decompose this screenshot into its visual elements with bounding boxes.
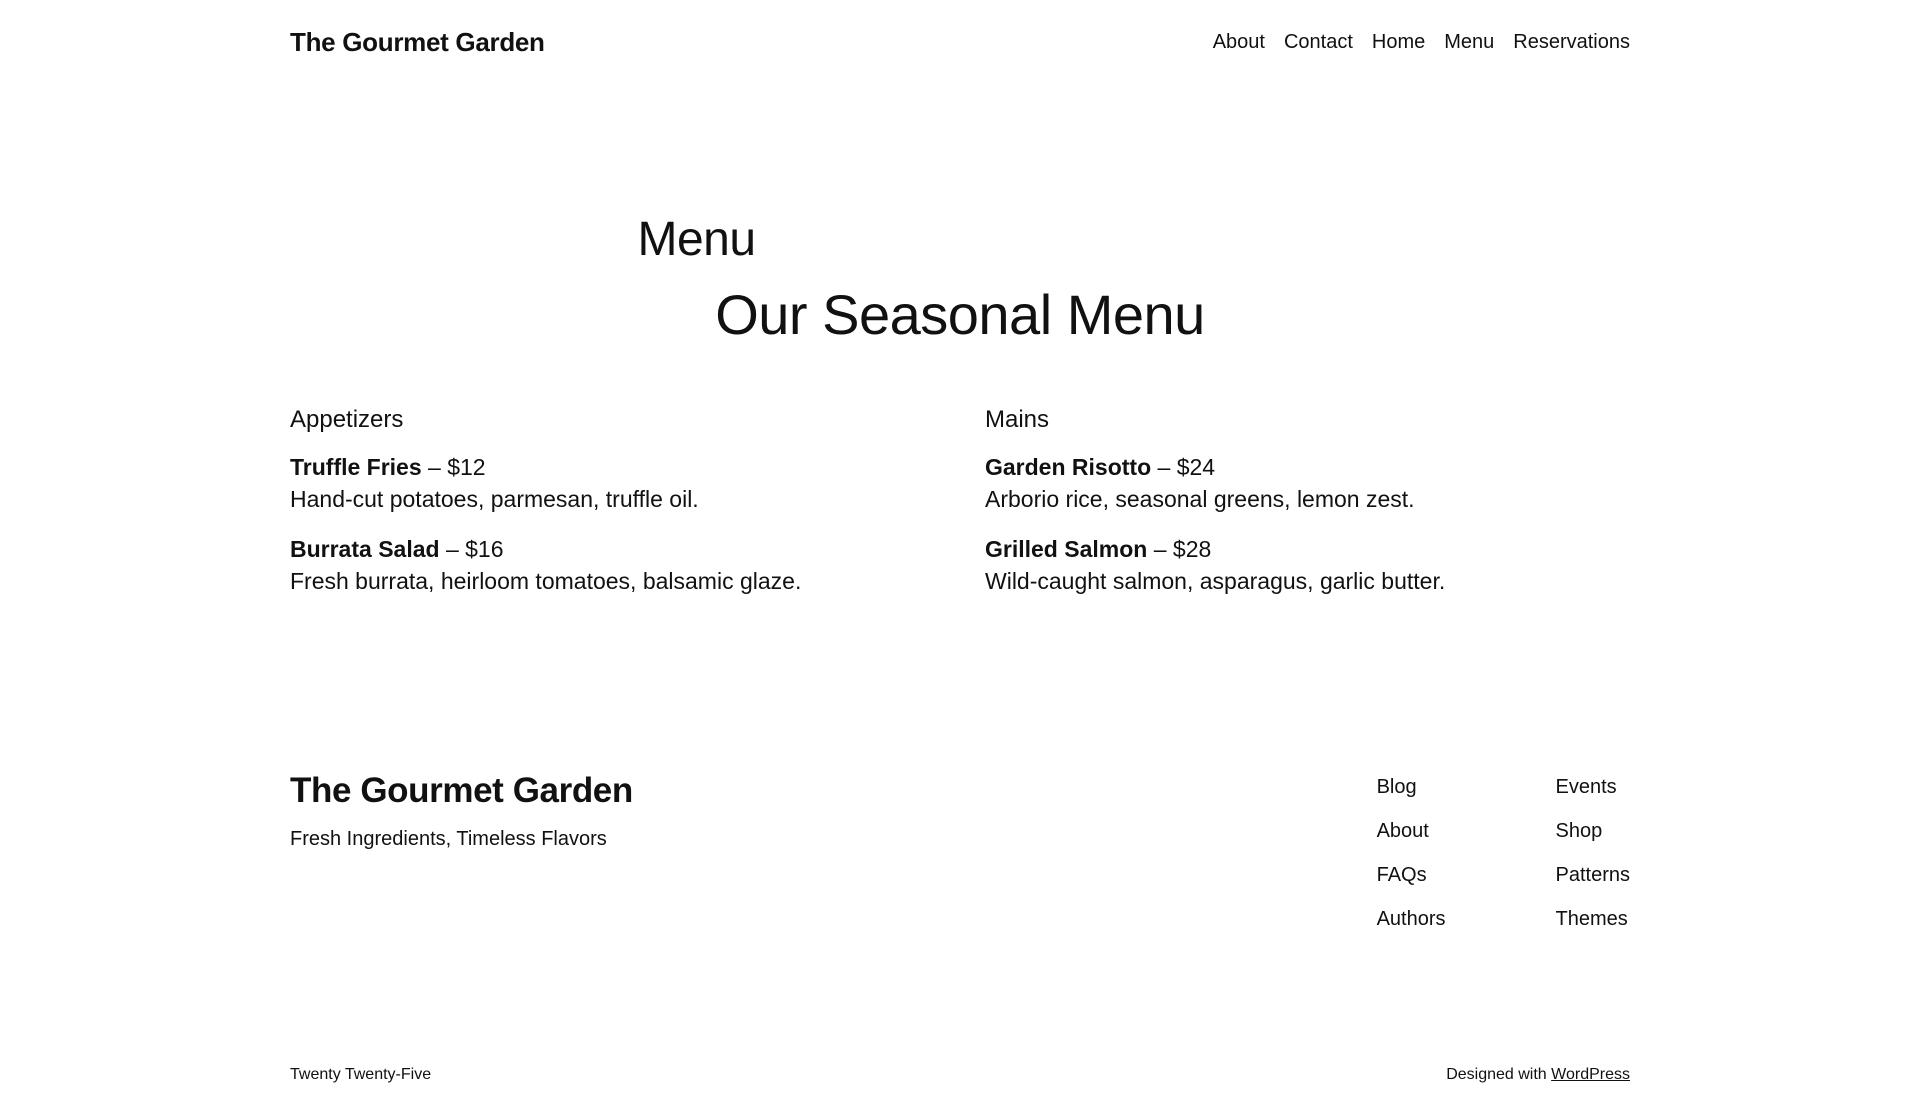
footer-tagline: Fresh Ingredients, Timeless Flavors xyxy=(290,828,607,850)
menu-item xyxy=(290,533,935,597)
footer-link-events[interactable]: Events xyxy=(1555,776,1617,798)
menu-item-name: Garden Risotto xyxy=(985,454,1152,480)
seasonal-menu-heading: Our Seasonal Menu xyxy=(715,283,1205,346)
menu-item-name: Grilled Salmon xyxy=(985,536,1148,562)
main-content xyxy=(290,59,1630,615)
site-header xyxy=(290,0,1630,59)
site-footer xyxy=(290,770,1630,1102)
footer-credit-text: Designed with xyxy=(1446,1066,1552,1083)
menu-section-title: Appetizers xyxy=(290,406,404,433)
footer-link-faqs[interactable]: FAQs xyxy=(1376,864,1427,886)
menu-item-description: Fresh burrata, heirloom tomatoes, balsamic glaze. xyxy=(290,568,802,594)
footer-link-blog[interactable]: Blog xyxy=(1376,776,1417,798)
menu-item-description: Arborio rice, seasonal greens, lemon zest. xyxy=(985,486,1415,512)
footer-link-themes[interactable]: Themes xyxy=(1555,908,1628,930)
menu-item xyxy=(290,451,935,515)
nav-item-home[interactable]: Home xyxy=(1371,31,1426,53)
menu-item-description: Hand-cut potatoes, parmesan, truffle oil. xyxy=(290,486,699,512)
menu-section-mains xyxy=(985,404,1630,615)
site-title-link[interactable]: The Gourmet Garden xyxy=(290,27,545,57)
footer-credit xyxy=(1446,1064,1630,1086)
nav-item-reservations[interactable]: Reservations xyxy=(1513,31,1630,53)
menu-item xyxy=(985,533,1630,597)
wordpress-link[interactable]: WordPress xyxy=(1551,1066,1630,1083)
menu-section-appetizers xyxy=(290,404,935,615)
main-nav xyxy=(1213,25,1630,59)
footer-link-authors[interactable]: Authors xyxy=(1376,908,1446,930)
menu-item-description: Wild-caught salmon, asparagus, garlic butter. xyxy=(985,568,1446,594)
footer-bottom-bar xyxy=(290,1064,1630,1102)
nav-item-about[interactable]: About xyxy=(1212,31,1265,53)
menu-grid xyxy=(290,404,1630,615)
menu-section-title: Mains xyxy=(985,406,1050,433)
nav-item-menu[interactable]: Menu xyxy=(1444,31,1495,53)
footer-brand xyxy=(290,770,633,853)
footer-link-about[interactable]: About xyxy=(1376,820,1429,842)
menu-item-price: – $12 xyxy=(428,454,486,480)
footer-link-column-2 xyxy=(1556,774,1630,933)
menu-item-name: Burrata Salad xyxy=(290,536,440,562)
footer-link-patterns[interactable]: Patterns xyxy=(1555,864,1630,886)
page-title: Menu xyxy=(637,213,756,266)
menu-item-price: – $24 xyxy=(1157,454,1216,480)
menu-item xyxy=(985,451,1630,515)
menu-item-name: Truffle Fries xyxy=(290,454,422,480)
footer-link-columns xyxy=(1377,770,1630,933)
nav-item-contact[interactable]: Contact xyxy=(1283,31,1353,53)
footer-site-title: The Gourmet Garden xyxy=(290,771,633,810)
footer-theme-name: Twenty Twenty-Five xyxy=(290,1066,432,1083)
menu-item-price: – $16 xyxy=(445,536,504,562)
menu-item-price: – $28 xyxy=(1153,536,1212,562)
footer-link-column-1 xyxy=(1377,774,1446,933)
footer-link-shop[interactable]: Shop xyxy=(1555,820,1603,842)
